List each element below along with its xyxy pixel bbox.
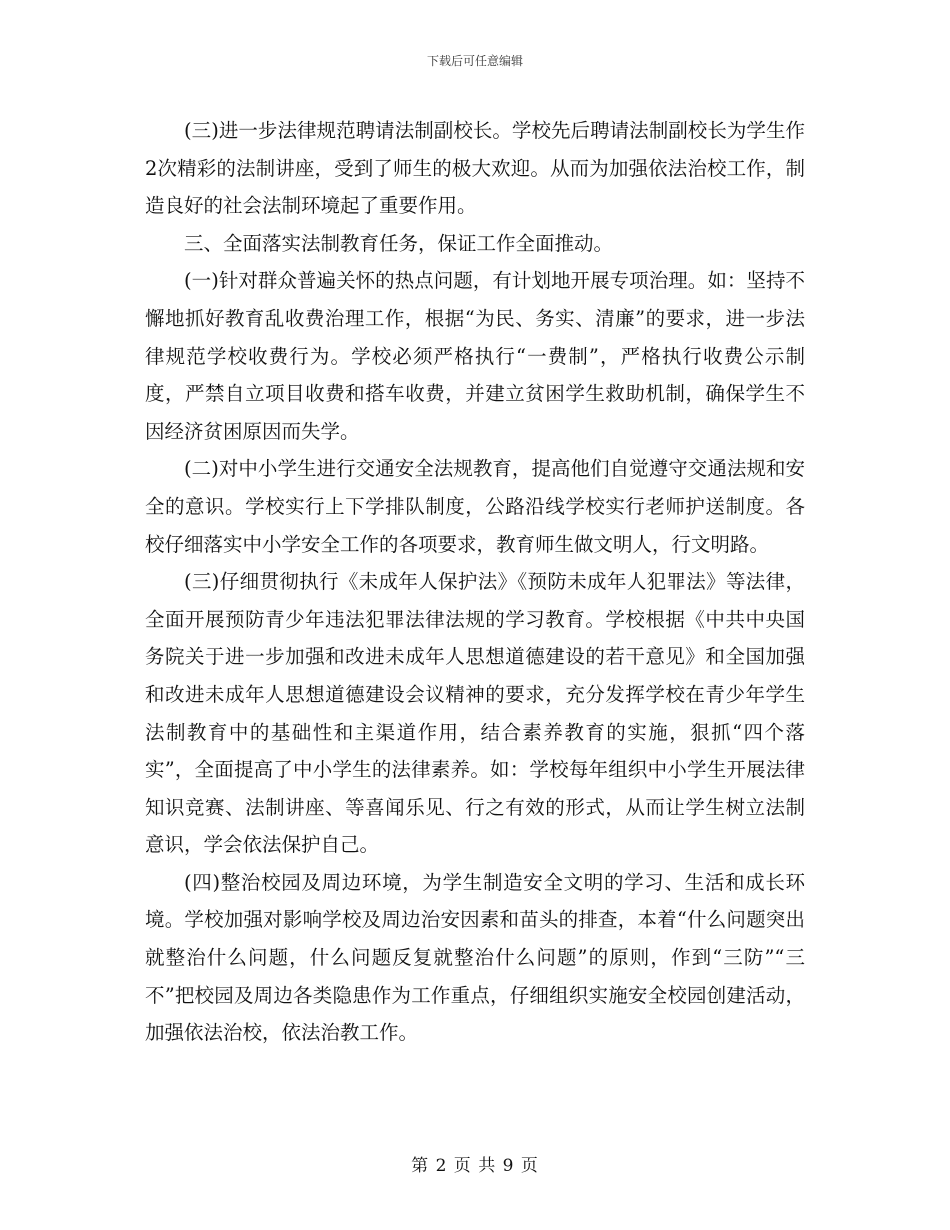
document-body [145, 112, 805, 1052]
paragraph-4: (二)对中小学生进行交通安全法规教育，提高他们自觉遵守交通法规和安全的意识。学校实行上下学排队制度，公路沿线学校实行老师护送制度。各校仔细落实中小学安全工作的各项要求，教育师生做文明人，行文明路。 [145, 457, 805, 556]
paragraph-6: (四)整治校园及周边环境，为学生制造安全文明的学习、生活和成长环境。学校加强对影响学校及周边治安因素和苗头的排查，本着“什么问题突出就整治什么问题，什么问题反复就整治什么问题”的原则，作到“三防”“三不”把校园及周边各类隐患作为工作重点，仔细组织实施安全校园创建活动，加强依法治校，依法治教工作。 [145, 870, 805, 1045]
paragraph-3: (一)针对群众普遍关怀的热点问题，有计划地开展专项治理。如：坚持不懈地抓好教育乱收费治理工作，根据“为民、务实、清廉”的要求，进一步法律规范学校收费行为。学校必须严格执行“一费制”，严格执行收费公示制度，严禁自立项目收费和搭车收费，并建立贫困学生救助机制，确保学生不因经济贫困原因而失学。 [145, 269, 805, 443]
paragraph-1: (三)进一步法律规范聘请法制副校长。学校先后聘请法制副校长为学生作2次精彩的法制讲座，受到了师生的极大欢迎。从而为加强依法治校工作，制造良好的社会法制环境起了重要作用。 [145, 119, 805, 218]
paragraph-2: 三、全面落实法制教育任务，保证工作全面推动。 [184, 231, 614, 255]
page-header-note: 下载后可任意编辑 [426, 54, 523, 68]
paragraph-5: (三)仔细贯彻执行《未成年人保护法》《预防未成年人犯罪法》等法律，全面开展预防青少年违法犯罪法律法规的学习教育。学校根据《中共中央国务院关于进一步加强和改进未成年人思想道德建设的若干意见》和全国加强和改进未成年人思想道德建设会议精神的要求，充分发挥学校在青少年学生法制教育中的基础性和主渠道作用，结合素养教育的实施，狠抓“四个落实”，全面提高了中小学生的法律素养。如：学校每年组织中小学生开展法律知识竞赛、法制讲座、等喜闻乐见、行之有效的形式，从而让学生树立法制意识，学会依法保护自己。 [145, 570, 805, 857]
page-number: 第 2 页 共 9 页 [411, 1156, 539, 1176]
